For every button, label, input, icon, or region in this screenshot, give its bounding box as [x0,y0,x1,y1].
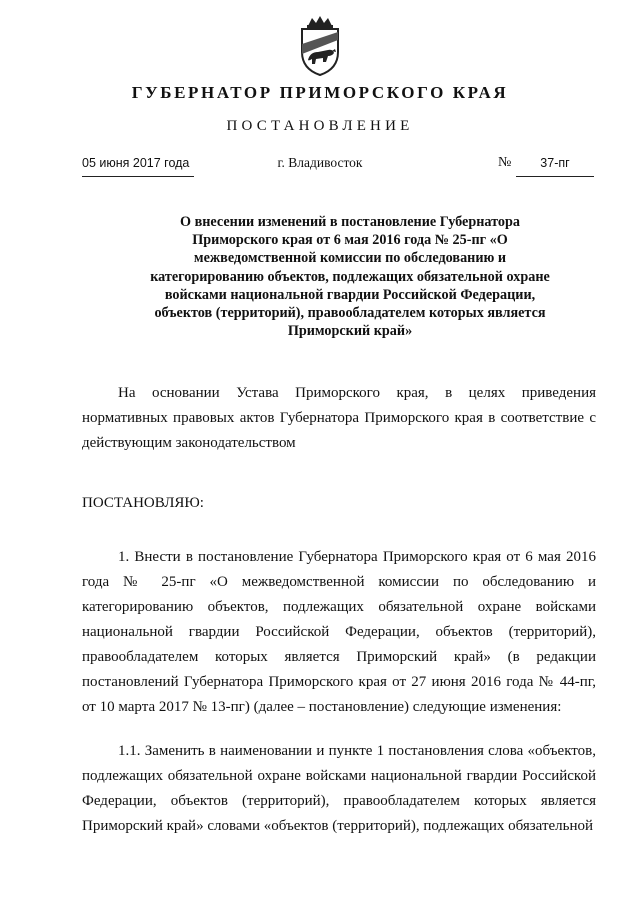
document-number: 37-пг [516,154,594,177]
document-title: О внесении изменений в постановление Губернатора Приморского края от 6 мая 2016 года № 25-пг «О межведомственной комиссии по обследованию и категорированию объектов, подлежащих обязательной охране войсками национальной гвардии Российской Федерации, объектов (территорий), правообладателем которых является Приморский край» [150,214,550,340]
item-1-1-paragraph: 1.1. Заменить в наименовании и пункте 1 постановления слова «объектов, подлежащих обязательной охране войсками национальной гвардии Российской Федерации, объектов (территорий), правообладателем которых является Приморский край» словами «объектов (территорий), подлежащих обязательной [82,743,596,834]
preamble-paragraph: На основании Устава Приморского края, в целях приведения нормативных правовых актов Губернатора Приморского края в соответствие с действующим законодательством [82,385,596,451]
number-label: № [498,155,512,170]
document-type: ПОСТАНОВЛЕНИЕ [226,118,414,134]
issuing-authority: ГУБЕРНАТОР ПРИМОРСКОГО КРАЯ [131,83,509,102]
decree-word: ПОСТАНОВЛЯЮ: [82,495,204,511]
coat-of-arms-icon [288,14,352,78]
item-1-paragraph: 1. Внести в постановление Губернатора Приморского края от 6 мая 2016 года № 25-пг «О межведомственной комиссии по обследованию и категорированию объектов, подлежащих обязательной охране войсками национальной гвардии Российской Федерации, объектов (территорий), правообладателем которых является Приморский край» (в редакции постановлений Губернатора Приморского края от 27 июня 2016 года № 44-пг, от 10 марта 2017 № 13-пг) (далее – постановление) следующие изменения: [82,549,596,715]
document-date: 05 июня 2017 года [82,154,194,177]
document-city: г. Владивосток [277,155,363,170]
